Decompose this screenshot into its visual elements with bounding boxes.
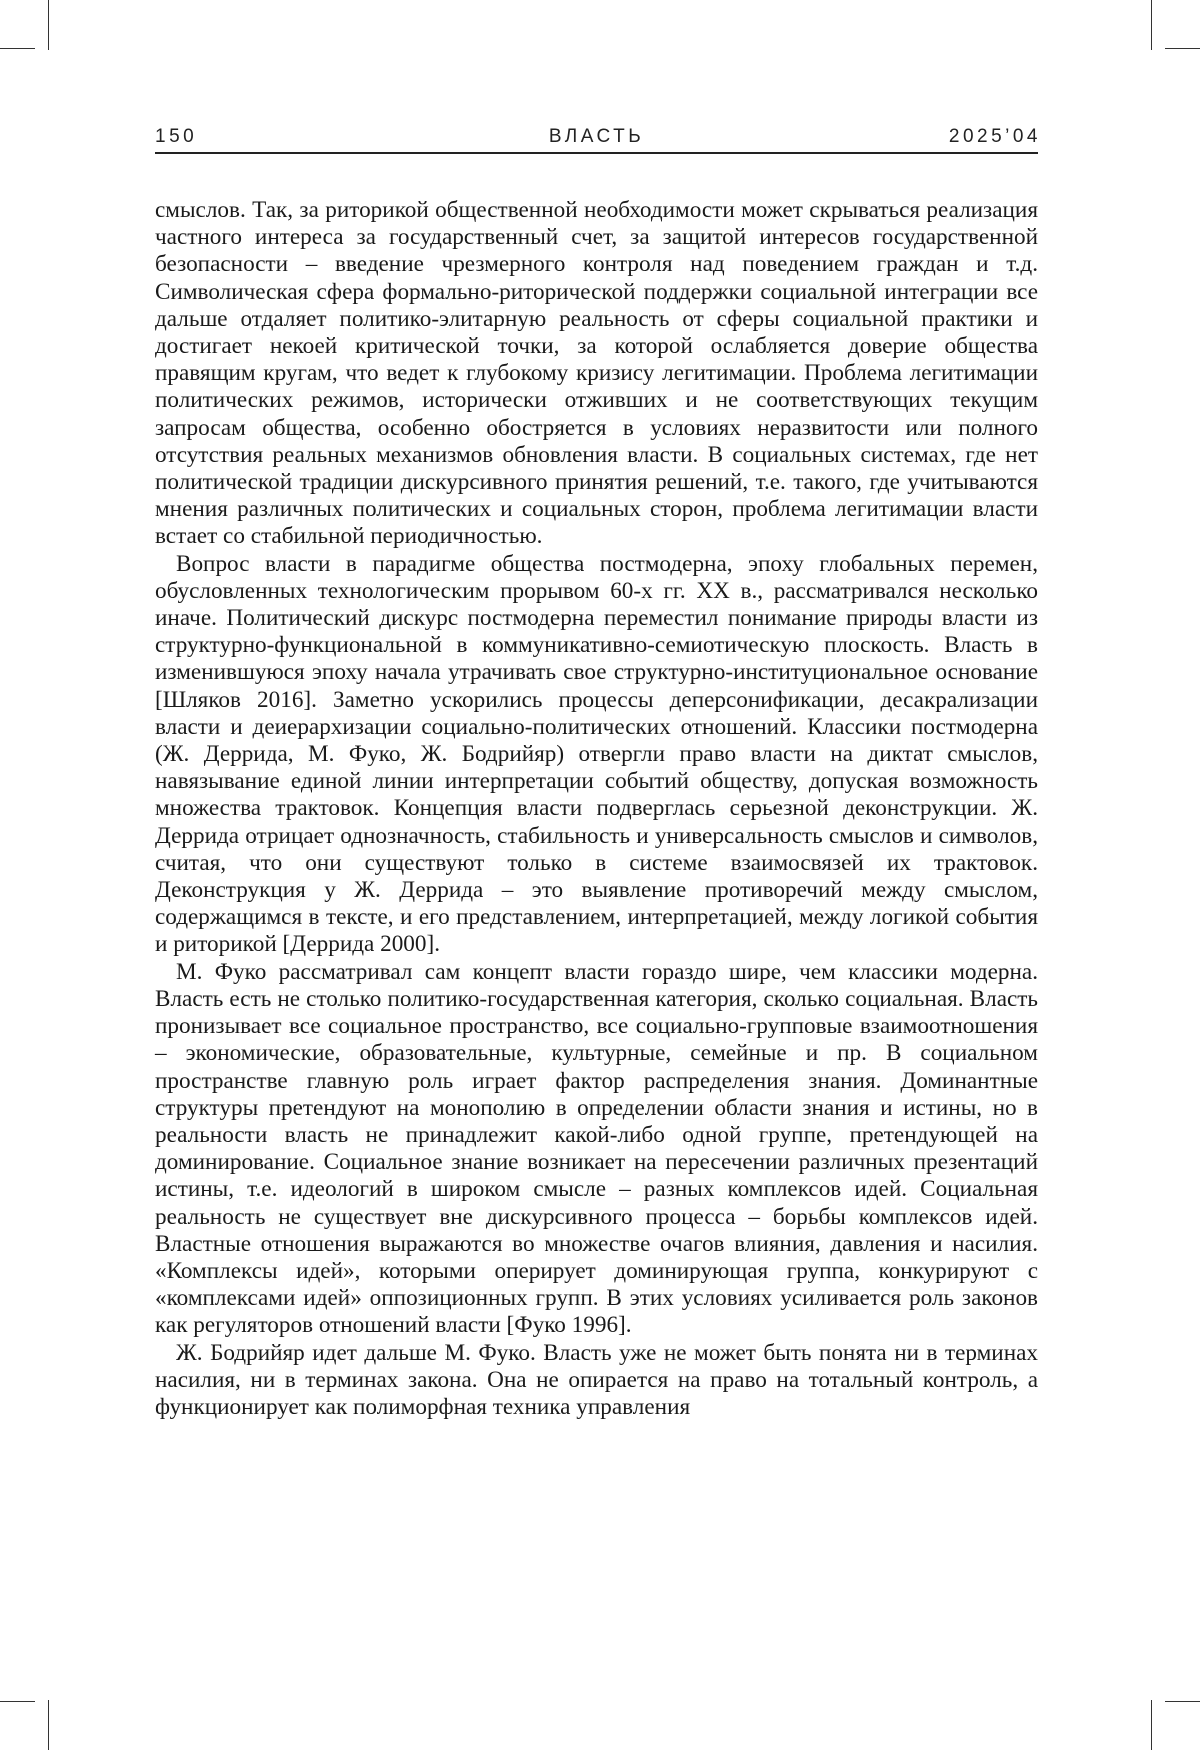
paragraph-2: Вопрос власти в парадигме общества постмодерна, эпоху глобальных перемен, обусловленных технологическим прорывом 60-х гг. XX в., рассматривался несколько иначе. Политический дискурс постмодерна переместил понимание природы власти из структурно-функциональной в коммуникативно-семиотическую плоскость. Власть в изменившуюся эпоху начала утрачивать свое структурно-институциональное основание [Шляков 2016]. Заметно ускорились процессы деперсонификации, десакрализации власти и деиерархизации социально-политических отношений. Классики постмодерна (Ж. Деррида, М. Фуко, Ж. Бодрийяр) отвергли право власти на диктат смыслов, навязывание единой линии интерпретации событий обществу, допуская возможность множества трактовок. Концепция власти подверглась серьезной деконструкции. Ж. Деррида отрицает однозначность, стабильность и универсальность смыслов и символов, считая, что они существуют только в системе взаимосвязей их трактовок. Деконструкция у Ж. Деррида – это выявление противоречий между смыслом, содержащимся в тексте, и его представлением, интерпретацией, между логикой события и риторикой [Деррида 2000]. xyxy=(155,551,1038,959)
running-head xyxy=(155,124,1038,154)
crop-mark-top-right-horizontal xyxy=(1165,48,1200,49)
crop-mark-bottom-left xyxy=(48,1700,49,1750)
crop-mark-bottom-right-horizontal xyxy=(1165,1701,1200,1702)
paragraph-4: Ж. Бодрийяр идет дальше М. Фуко. Власть уже не может быть понята ни в терминах насилия, ни в терминах закона. Она не опирается на право на тотальный контроль, а функционирует как полиморфная техника управления xyxy=(155,1340,1038,1422)
journal-title: ВЛАСТЬ xyxy=(549,126,644,148)
paragraph-1: смыслов. Так, за риторикой общественной необходимости может скрываться реализация частного интереса за государственный счет, за защитой интересов государственной безопасности – введение чрезмерного контроля над поведением граждан и т.д. Символическая сфера формально-риторической поддержки социальной интеграции все дальше отдаляет политико-элитарную реальность от сферы социальной практики и достигает некоей критической точки, за которой ослабляется доверие общества правящим кругам, что ведет к глубокому кризису легитимации. Проблема легитимации политических режимов, исторически отживших и не соответствующих текущим запросам общества, особенно обостряется в условиях неразвитости или полного отсутствия реальных механизмов обновления власти. В социальных системах, где нет политической традиции дискурсивного принятия решений, т.е. такого, где учитываются мнения различных политических и социальных сторон, проблема легитимации власти встает со стабильной периодичностью. xyxy=(155,197,1038,551)
crop-mark-top-right xyxy=(1151,0,1152,50)
crop-mark-bottom-left-horizontal xyxy=(0,1701,35,1702)
crop-mark-top-left xyxy=(48,0,49,50)
page-number: 150 xyxy=(155,126,197,148)
crop-mark-top-left-horizontal xyxy=(0,48,35,49)
crop-mark-bottom-right xyxy=(1151,1700,1152,1750)
issue-number: 2025’04 xyxy=(949,126,1041,148)
paragraph-3: М. Фуко рассматривал сам концепт власти гораздо шире, чем классики модерна. Власть есть не столько политико-государственная категория, сколько социальная. Власть пронизывает все социальное пространство, все социально-групповые взаимоотношения – экономические, образовательные, культурные, семейные и пр. В социальном пространстве главную роль играет фактор распределения знания. Доминантные структуры претендуют на монополию в определении области знания и истины, но в реальности власть не принадлежит какой-либо одной группе, претендующей на доминирование. Социальное знание возникает на пересечении различных презентаций истины, т.е. идеологий в широком смысле – разных комплексов идей. Социальная реальность не существует вне дискурсивного процесса – борьбы комплексов идей. Властные отношения выражаются во множестве очагов влияния, давления и насилия. «Комплексы идей», которыми оперирует доминирующая группа, конкурируют с «комплексами идей» оппозиционных групп. В этих условиях усиливается роль законов как регуляторов отношений власти [Фуко 1996]. xyxy=(155,959,1038,1340)
article-body xyxy=(155,197,1038,1421)
header-rule xyxy=(155,152,1038,154)
